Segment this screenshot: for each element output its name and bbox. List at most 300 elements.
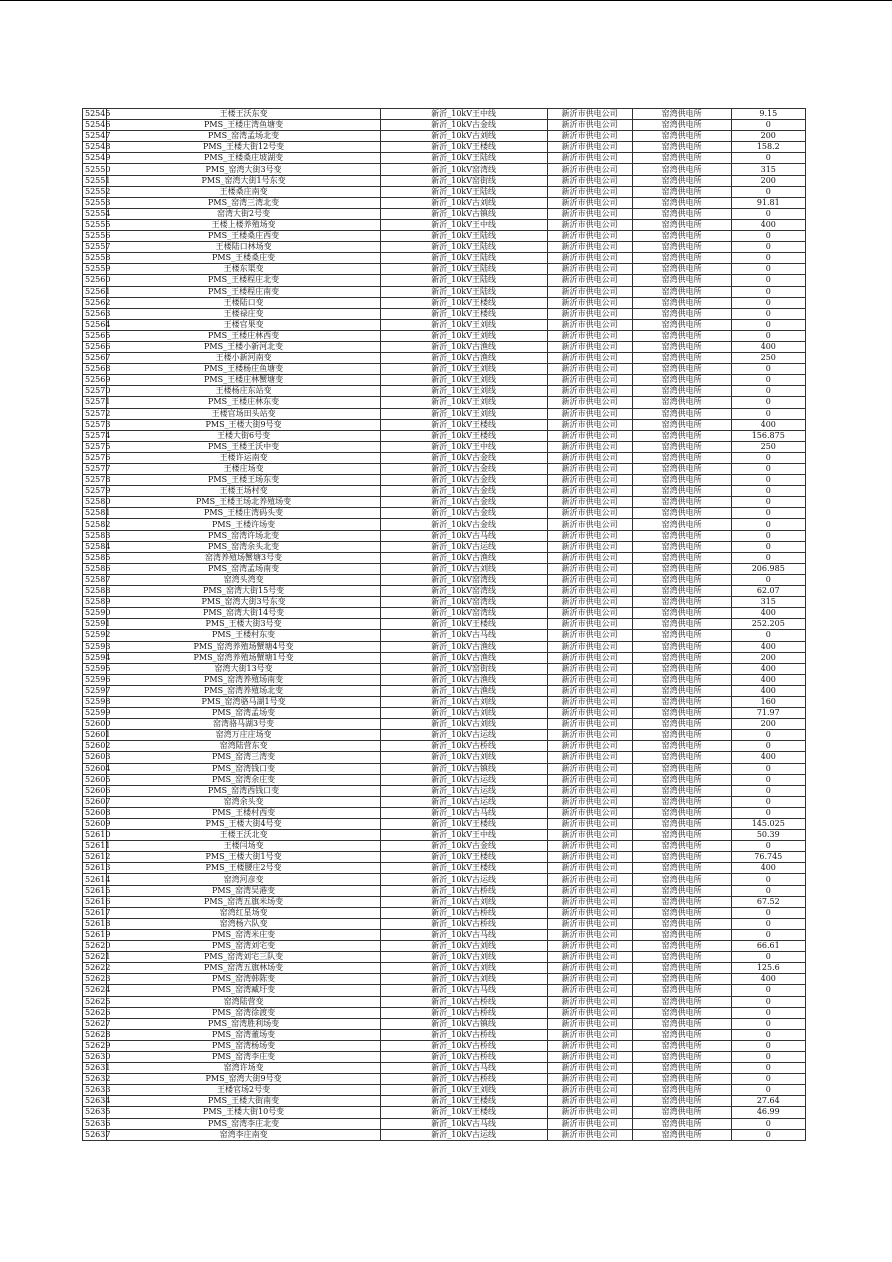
cell-line: 新沂_10kV古运线 — [380, 774, 547, 785]
table-row — [83, 852, 806, 863]
cell-station-name: 王楼官场2号变 — [107, 1085, 380, 1096]
table-row — [83, 541, 806, 552]
cell-line: 新沂_10kV古金线 — [380, 497, 547, 508]
cell-line: 新沂_10kV王中线 — [380, 109, 547, 120]
cell-company: 新沂市供电公司 — [547, 1051, 632, 1062]
cell-id: 52556 — [83, 231, 107, 242]
cell-id: 52593 — [83, 641, 107, 652]
cell-capacity: 160 — [731, 696, 805, 707]
cell-station-name: 窑湾万庄庄场变 — [107, 730, 380, 741]
cell-id: 52574 — [83, 430, 107, 441]
table-row — [83, 708, 806, 719]
cell-company: 新沂市供电公司 — [547, 164, 632, 175]
cell-company: 新沂市供电公司 — [547, 1107, 632, 1118]
table-row — [83, 530, 806, 541]
cell-station-name: PMS_窑湾大街3号变 — [107, 164, 380, 175]
cell-line: 新沂_10kV王刘线 — [380, 1085, 547, 1096]
table-row — [83, 785, 806, 796]
cell-office: 窑湾供电所 — [632, 830, 731, 841]
cell-line: 新沂_10kV古马线 — [380, 807, 547, 818]
cell-station-name: 窑湾河彦变 — [107, 874, 380, 885]
cell-id: 52569 — [83, 375, 107, 386]
cell-company: 新沂市供电公司 — [547, 819, 632, 830]
cell-line: 新沂_10kV窑街线 — [380, 175, 547, 186]
cell-line: 新沂_10kV王陆线 — [380, 242, 547, 253]
table-row — [83, 996, 806, 1007]
table-row — [83, 830, 806, 841]
cell-id: 52615 — [83, 885, 107, 896]
cell-capacity: 0 — [731, 253, 805, 264]
cell-line: 新沂_10kV王中线 — [380, 830, 547, 841]
table-row — [83, 1107, 806, 1118]
cell-capacity: 76.745 — [731, 852, 805, 863]
cell-station-name: PMS_王楼大街12号变 — [107, 142, 380, 153]
cell-line: 新沂_10kV古刘线 — [380, 708, 547, 719]
cell-office: 窑湾供电所 — [632, 1096, 731, 1107]
cell-company: 新沂市供电公司 — [547, 1096, 632, 1107]
cell-station-name: PMS_窑湾五旗米场变 — [107, 896, 380, 907]
cell-station-name: 王楼桑庄南变 — [107, 186, 380, 197]
cell-station-name: PMS_王楼村西变 — [107, 807, 380, 818]
cell-station-name: PMS_窑湾孟场南变 — [107, 563, 380, 574]
table-row — [83, 1063, 806, 1074]
cell-line: 新沂_10kV古渔线 — [380, 641, 547, 652]
cell-capacity: 0 — [731, 386, 805, 397]
data-table — [82, 108, 806, 1141]
cell-office: 窑湾供电所 — [632, 819, 731, 830]
cell-capacity: 0 — [731, 796, 805, 807]
cell-office: 窑湾供电所 — [632, 1074, 731, 1085]
table-row — [83, 120, 806, 131]
cell-office: 窑湾供电所 — [632, 109, 731, 120]
cell-company: 新沂市供电公司 — [547, 952, 632, 963]
cell-capacity: 0 — [731, 330, 805, 341]
table-row — [83, 419, 806, 430]
cell-company: 新沂市供电公司 — [547, 497, 632, 508]
cell-id: 52621 — [83, 952, 107, 963]
cell-station-name: PMS_窑湾李庄北变 — [107, 1118, 380, 1129]
table-row — [83, 663, 806, 674]
cell-station-name: PMS_王楼庄湾鱼塘变 — [107, 120, 380, 131]
cell-capacity: 0 — [731, 885, 805, 896]
table-row — [83, 985, 806, 996]
cell-company: 新沂市供电公司 — [547, 120, 632, 131]
cell-capacity: 250 — [731, 441, 805, 452]
cell-id: 52586 — [83, 563, 107, 574]
cell-station-name: 王楼官场田头站变 — [107, 408, 380, 419]
cell-id: 52585 — [83, 552, 107, 563]
cell-office: 窑湾供电所 — [632, 530, 731, 541]
cell-company: 新沂市供电公司 — [547, 708, 632, 719]
cell-id: 52555 — [83, 219, 107, 230]
table-row — [83, 208, 806, 219]
cell-capacity: 0 — [731, 153, 805, 164]
cell-capacity: 0 — [731, 907, 805, 918]
cell-office: 窑湾供电所 — [632, 1118, 731, 1129]
cell-office: 窑湾供电所 — [632, 142, 731, 153]
cell-capacity: 0 — [731, 807, 805, 818]
cell-line: 新沂_10kV古运线 — [380, 730, 547, 741]
cell-company: 新沂市供电公司 — [547, 519, 632, 530]
cell-line: 新沂_10kV古运线 — [380, 796, 547, 807]
table-row — [83, 674, 806, 685]
cell-id: 52630 — [83, 1051, 107, 1062]
cell-company: 新沂市供电公司 — [547, 874, 632, 885]
cell-station-name: PMS_窑湾西钱口变 — [107, 785, 380, 796]
cell-station-name: 王楼大街6号变 — [107, 430, 380, 441]
cell-station-name: 窑湾头湾变 — [107, 574, 380, 585]
cell-office: 窑湾供电所 — [632, 752, 731, 763]
cell-office: 窑湾供电所 — [632, 1085, 731, 1096]
cell-station-name: PMS_窑湾米庄变 — [107, 929, 380, 940]
cell-capacity: 200 — [731, 131, 805, 142]
cell-company: 新沂市供电公司 — [547, 1085, 632, 1096]
cell-capacity: 0 — [731, 841, 805, 852]
cell-office: 窑湾供电所 — [632, 807, 731, 818]
cell-id: 52602 — [83, 741, 107, 752]
cell-line: 新沂_10kV古桥线 — [380, 1051, 547, 1062]
cell-line: 新沂_10kV古马线 — [380, 985, 547, 996]
cell-id: 52581 — [83, 508, 107, 519]
cell-company: 新沂市供电公司 — [547, 996, 632, 1007]
cell-company: 新沂市供电公司 — [547, 774, 632, 785]
table-row — [83, 508, 806, 519]
cell-station-name: 王楼陆口变 — [107, 297, 380, 308]
cell-station-name: PMS_王楼许场变 — [107, 519, 380, 530]
table-row — [83, 497, 806, 508]
cell-company: 新沂市供电公司 — [547, 1063, 632, 1074]
cell-line: 新沂_10kV古刘线 — [380, 719, 547, 730]
cell-capacity: 0 — [731, 1063, 805, 1074]
cell-line: 新沂_10kV王楼线 — [380, 819, 547, 830]
cell-line: 新沂_10kV古镇线 — [380, 763, 547, 774]
cell-company: 新沂市供电公司 — [547, 563, 632, 574]
cell-capacity: 0 — [731, 486, 805, 497]
cell-id: 52628 — [83, 1029, 107, 1040]
cell-company: 新沂市供电公司 — [547, 685, 632, 696]
cell-id: 52554 — [83, 208, 107, 219]
cell-company: 新沂市供电公司 — [547, 752, 632, 763]
cell-office: 窑湾供电所 — [632, 464, 731, 475]
cell-station-name: PMS_王楼小新河北变 — [107, 341, 380, 352]
cell-station-name: PMS_王楼程庄南变 — [107, 286, 380, 297]
cell-id: 52624 — [83, 985, 107, 996]
cell-station-name: 王楼王沃北变 — [107, 830, 380, 841]
cell-company: 新沂市供电公司 — [547, 264, 632, 275]
table-row — [83, 719, 806, 730]
cell-capacity: 0 — [731, 1118, 805, 1129]
cell-company: 新沂市供电公司 — [547, 674, 632, 685]
cell-id: 52625 — [83, 996, 107, 1007]
cell-id: 52623 — [83, 974, 107, 985]
cell-company: 新沂市供电公司 — [547, 441, 632, 452]
page-top-rule — [0, 0, 892, 1]
cell-capacity: 400 — [731, 663, 805, 674]
cell-office: 窑湾供电所 — [632, 430, 731, 441]
cell-line: 新沂_10kV王中线 — [380, 219, 547, 230]
cell-company: 新沂市供电公司 — [547, 852, 632, 863]
cell-company: 新沂市供电公司 — [547, 763, 632, 774]
cell-office: 窑湾供电所 — [632, 1107, 731, 1118]
cell-line: 新沂_10kV窑湾线 — [380, 574, 547, 585]
cell-office: 窑湾供电所 — [632, 719, 731, 730]
cell-company: 新沂市供电公司 — [547, 386, 632, 397]
cell-office: 窑湾供电所 — [632, 486, 731, 497]
cell-company: 新沂市供电公司 — [547, 652, 632, 663]
table-row — [83, 242, 806, 253]
cell-company: 新沂市供电公司 — [547, 131, 632, 142]
table-row — [83, 841, 806, 852]
cell-office: 窑湾供电所 — [632, 541, 731, 552]
cell-station-name: 王楼王场村变 — [107, 486, 380, 497]
table-row — [83, 586, 806, 597]
cell-line: 新沂_10kV古桥线 — [380, 1074, 547, 1085]
cell-capacity: 27.64 — [731, 1096, 805, 1107]
cell-office: 窑湾供电所 — [632, 408, 731, 419]
cell-station-name: PMS_窑湾韩陈变 — [107, 974, 380, 985]
cell-company: 新沂市供电公司 — [547, 785, 632, 796]
cell-station-name: PMS_窑湾三湾北变 — [107, 197, 380, 208]
cell-line: 新沂_10kV古金线 — [380, 452, 547, 463]
cell-station-name: PMS_窑湾养殖场南变 — [107, 674, 380, 685]
cell-id: 52588 — [83, 586, 107, 597]
cell-office: 窑湾供电所 — [632, 608, 731, 619]
cell-office: 窑湾供电所 — [632, 874, 731, 885]
cell-station-name: 窑湾红星场变 — [107, 907, 380, 918]
cell-id: 52597 — [83, 685, 107, 696]
cell-company: 新沂市供电公司 — [547, 907, 632, 918]
cell-office: 窑湾供电所 — [632, 597, 731, 608]
cell-line: 新沂_10kV王刘线 — [380, 408, 547, 419]
table-row — [83, 1029, 806, 1040]
cell-capacity: 0 — [731, 996, 805, 1007]
cell-capacity: 0 — [731, 1018, 805, 1029]
table-row — [83, 408, 806, 419]
cell-station-name: 王楼官果变 — [107, 319, 380, 330]
cell-station-name: 王楼闫场变 — [107, 841, 380, 852]
table-row — [83, 974, 806, 985]
table-row — [83, 1051, 806, 1062]
cell-office: 窑湾供电所 — [632, 308, 731, 319]
cell-station-name: PMS_窑湾养殖场蟹塘4号变 — [107, 641, 380, 652]
cell-office: 窑湾供电所 — [632, 242, 731, 253]
cell-company: 新沂市供电公司 — [547, 541, 632, 552]
cell-capacity: 315 — [731, 164, 805, 175]
table-row — [83, 752, 806, 763]
cell-line: 新沂_10kV王刘线 — [380, 319, 547, 330]
cell-id: 52577 — [83, 464, 107, 475]
cell-office: 窑湾供电所 — [632, 1063, 731, 1074]
table-row — [83, 597, 806, 608]
cell-id: 52558 — [83, 253, 107, 264]
cell-company: 新沂市供电公司 — [547, 985, 632, 996]
cell-company: 新沂市供电公司 — [547, 1118, 632, 1129]
cell-office: 窑湾供电所 — [632, 763, 731, 774]
cell-company: 新沂市供电公司 — [547, 397, 632, 408]
cell-station-name: PMS_窑湾大街1号东变 — [107, 175, 380, 186]
cell-office: 窑湾供电所 — [632, 685, 731, 696]
cell-station-name: PMS_窑湾大街3号东变 — [107, 597, 380, 608]
cell-station-name: 王楼陆口林场变 — [107, 242, 380, 253]
cell-company: 新沂市供电公司 — [547, 597, 632, 608]
table-row — [83, 574, 806, 585]
cell-company: 新沂市供电公司 — [547, 530, 632, 541]
cell-capacity: 0 — [731, 741, 805, 752]
cell-station-name: PMS_王楼庄林东变 — [107, 397, 380, 408]
cell-station-name: PMS_窑湾钱口变 — [107, 763, 380, 774]
cell-company: 新沂市供电公司 — [547, 109, 632, 120]
cell-line: 新沂_10kV古金线 — [380, 475, 547, 486]
cell-line: 新沂_10kV古桥线 — [380, 918, 547, 929]
cell-office: 窑湾供电所 — [632, 253, 731, 264]
table-row — [83, 774, 806, 785]
cell-capacity: 0 — [731, 497, 805, 508]
cell-station-name: PMS_窑湾胜利场变 — [107, 1018, 380, 1029]
cell-id: 52604 — [83, 763, 107, 774]
table-row — [83, 253, 806, 264]
cell-company: 新沂市供电公司 — [547, 896, 632, 907]
cell-capacity: 67.52 — [731, 896, 805, 907]
cell-office: 窑湾供电所 — [632, 219, 731, 230]
cell-office: 窑湾供电所 — [632, 286, 731, 297]
cell-id: 52589 — [83, 597, 107, 608]
cell-capacity: 400 — [731, 674, 805, 685]
cell-id: 52613 — [83, 863, 107, 874]
cell-company: 新沂市供电公司 — [547, 1029, 632, 1040]
cell-line: 新沂_10kV古刘线 — [380, 963, 547, 974]
cell-line: 新沂_10kV古金线 — [380, 519, 547, 530]
cell-office: 窑湾供电所 — [632, 197, 731, 208]
cell-station-name: 窑湾许场变 — [107, 1063, 380, 1074]
cell-id: 52563 — [83, 308, 107, 319]
table-row — [83, 619, 806, 630]
cell-capacity: 252.205 — [731, 619, 805, 630]
table-row — [83, 952, 806, 963]
table-row — [83, 364, 806, 375]
cell-capacity: 400 — [731, 641, 805, 652]
cell-station-name: PMS_窑湾养殖场蟹塘1号变 — [107, 652, 380, 663]
cell-capacity: 0 — [731, 397, 805, 408]
cell-line: 新沂_10kV王陆线 — [380, 186, 547, 197]
cell-id: 52605 — [83, 774, 107, 785]
cell-company: 新沂市供电公司 — [547, 353, 632, 364]
cell-office: 窑湾供电所 — [632, 918, 731, 929]
cell-company: 新沂市供电公司 — [547, 574, 632, 585]
cell-station-name: PMS_王楼大街4号变 — [107, 819, 380, 830]
cell-company: 新沂市供电公司 — [547, 341, 632, 352]
cell-id: 52626 — [83, 1007, 107, 1018]
cell-station-name: 窑湾李庄南变 — [107, 1129, 380, 1140]
cell-capacity: 0 — [731, 297, 805, 308]
cell-office: 窑湾供电所 — [632, 796, 731, 807]
table-row — [83, 452, 806, 463]
cell-id: 52606 — [83, 785, 107, 796]
cell-line: 新沂_10kV窑湾线 — [380, 586, 547, 597]
cell-id: 52547 — [83, 131, 107, 142]
cell-station-name: 窑湾大街13号变 — [107, 663, 380, 674]
cell-company: 新沂市供电公司 — [547, 308, 632, 319]
cell-station-name: PMS_窑湾孟场变 — [107, 708, 380, 719]
cell-station-name: PMS_王楼王沃中变 — [107, 441, 380, 452]
cell-id: 52601 — [83, 730, 107, 741]
cell-id: 52620 — [83, 941, 107, 952]
cell-station-name: PMS_窑湾杨场变 — [107, 1040, 380, 1051]
table-row — [83, 386, 806, 397]
cell-line: 新沂_10kV古刘线 — [380, 197, 547, 208]
cell-line: 新沂_10kV古马线 — [380, 1118, 547, 1129]
cell-capacity: 0 — [731, 785, 805, 796]
table-row — [83, 297, 806, 308]
cell-company: 新沂市供电公司 — [547, 464, 632, 475]
cell-company: 新沂市供电公司 — [547, 475, 632, 486]
cell-line: 新沂_10kV古马线 — [380, 929, 547, 940]
cell-line: 新沂_10kV古渔线 — [380, 341, 547, 352]
cell-capacity: 145.025 — [731, 819, 805, 830]
table-row — [83, 264, 806, 275]
cell-id: 52636 — [83, 1118, 107, 1129]
cell-capacity: 0 — [731, 730, 805, 741]
cell-line: 新沂_10kV王楼线 — [380, 419, 547, 430]
cell-capacity: 0 — [731, 1051, 805, 1062]
cell-id: 52545 — [83, 109, 107, 120]
table-row — [83, 685, 806, 696]
cell-office: 窑湾供电所 — [632, 663, 731, 674]
cell-id: 52627 — [83, 1018, 107, 1029]
cell-id: 52591 — [83, 619, 107, 630]
cell-station-name: 王楼杨庄东站变 — [107, 386, 380, 397]
table-row — [83, 918, 806, 929]
cell-id: 52610 — [83, 830, 107, 841]
cell-line: 新沂_10kV窑湾线 — [380, 608, 547, 619]
cell-capacity: 0 — [731, 630, 805, 641]
cell-line: 新沂_10kV王楼线 — [380, 297, 547, 308]
cell-station-name: 王楼小新河南变 — [107, 353, 380, 364]
cell-id: 52579 — [83, 486, 107, 497]
cell-station-name: PMS_窑湾孟场北变 — [107, 131, 380, 142]
cell-company: 新沂市供电公司 — [547, 730, 632, 741]
cell-line: 新沂_10kV王陆线 — [380, 153, 547, 164]
cell-id: 52633 — [83, 1085, 107, 1096]
table-row — [83, 896, 806, 907]
table-row — [83, 874, 806, 885]
cell-line: 新沂_10kV王楼线 — [380, 1107, 547, 1118]
cell-line: 新沂_10kV王楼线 — [380, 308, 547, 319]
cell-capacity: 315 — [731, 597, 805, 608]
cell-office: 窑湾供电所 — [632, 574, 731, 585]
cell-station-name: 窑湾大街2号变 — [107, 208, 380, 219]
cell-company: 新沂市供电公司 — [547, 319, 632, 330]
cell-station-name: PMS_窑湾骆马湖1号变 — [107, 696, 380, 707]
cell-office: 窑湾供电所 — [632, 641, 731, 652]
cell-id: 52564 — [83, 319, 107, 330]
cell-capacity: 0 — [731, 408, 805, 419]
cell-station-name: PMS_王楼大街10号变 — [107, 1107, 380, 1118]
cell-id: 52608 — [83, 807, 107, 818]
cell-line: 新沂_10kV古刘线 — [380, 941, 547, 952]
cell-id: 52550 — [83, 164, 107, 175]
table-row — [83, 1040, 806, 1051]
cell-id: 52561 — [83, 286, 107, 297]
cell-line: 新沂_10kV古渔线 — [380, 685, 547, 696]
cell-company: 新沂市供电公司 — [547, 275, 632, 286]
cell-capacity: 400 — [731, 341, 805, 352]
cell-capacity: 400 — [731, 419, 805, 430]
cell-office: 窑湾供电所 — [632, 208, 731, 219]
cell-line: 新沂_10kV古刘线 — [380, 896, 547, 907]
cell-line: 新沂_10kV古镇线 — [380, 208, 547, 219]
cell-office: 窑湾供电所 — [632, 974, 731, 985]
cell-office: 窑湾供电所 — [632, 563, 731, 574]
